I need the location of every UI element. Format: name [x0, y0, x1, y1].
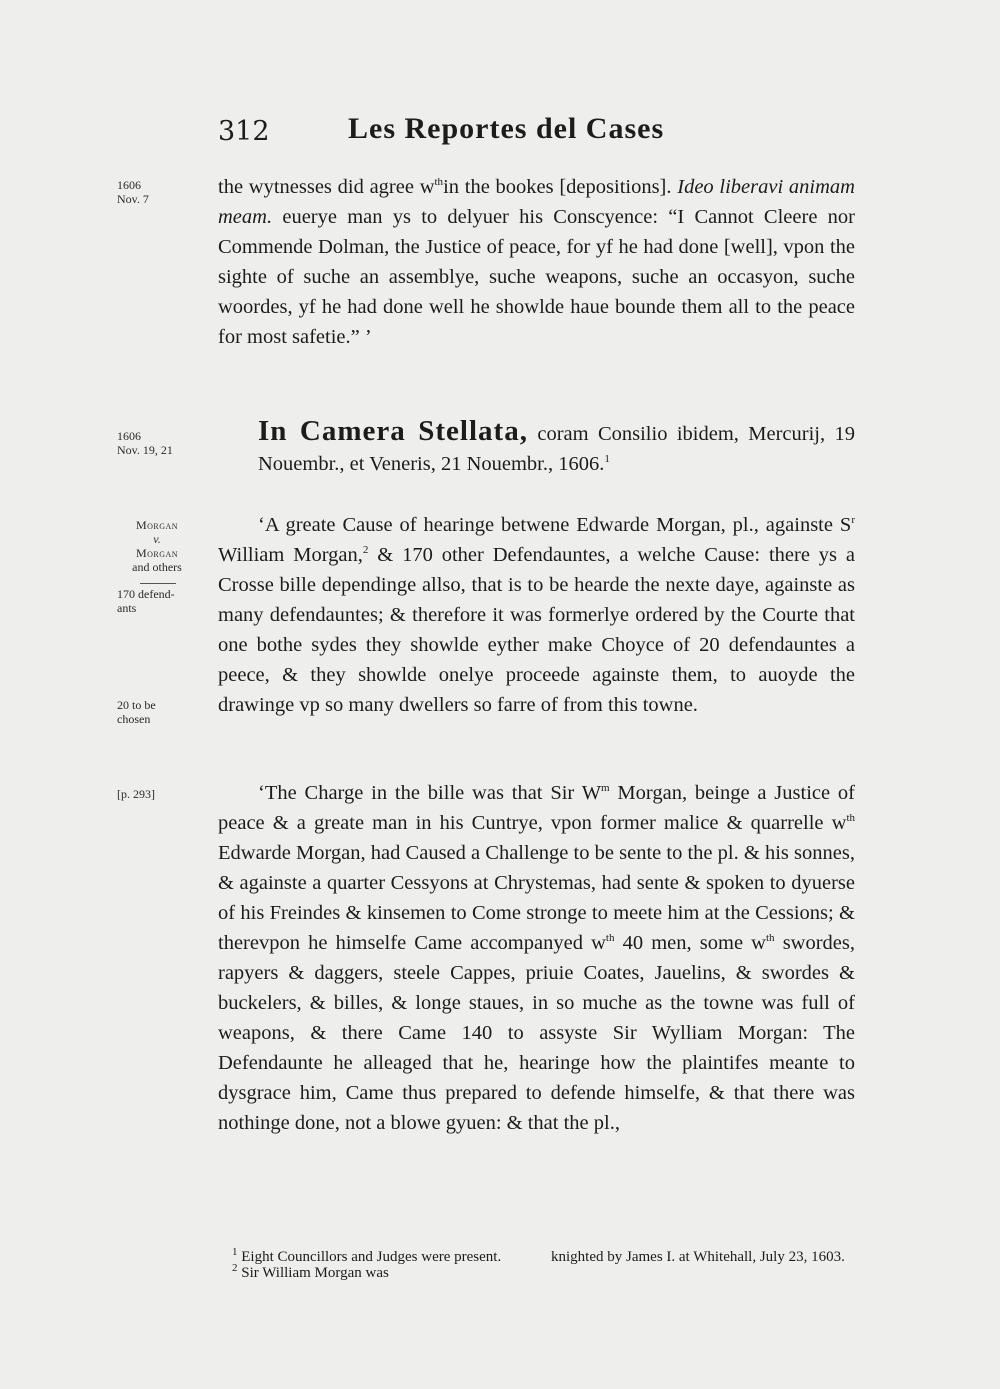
- margin-defendants-line-1: 170 defend-: [117, 587, 175, 601]
- paragraph-3: [218, 778, 855, 1138]
- footnotes-left-column: [218, 1246, 518, 1281]
- footnote-2-mark: 2: [232, 1262, 238, 1274]
- para3-text-d: 40 men, some w: [614, 932, 766, 954]
- para1-text-end: euerye man ys to delyuer his Conscyence: “I Cannot Cleere nor Commende Dolman, the Justice of peace, for yf he had done [well], vpon the sighte of suche an assemblye, suche weapons, suche an occasyon, suche woordes, yf he had done well he showlde haue bounde them all to the peace for most safetie.” ’: [218, 206, 855, 348]
- margin-case-party-2: Morgan: [135, 546, 179, 560]
- para1-italic-latin: Ideo liberavi animam meam.: [218, 176, 855, 228]
- para2-text-b: William Morgan,: [218, 544, 363, 566]
- para1-text-start: the wytnesses did agree w: [218, 176, 435, 198]
- margin-page-ref-text: [p. 293]: [117, 787, 155, 801]
- heading-text: coram Consilio ibidem, Mercurij, 19 Nouembr., et Veneris, 21 Nouembr., 1606.: [258, 423, 856, 475]
- heading-footnote-mark: 1: [604, 453, 610, 466]
- margin-divider: [140, 583, 176, 584]
- footnote-2-text-right: knighted by James I. at Whitehall, July 23, 1603.: [551, 1249, 845, 1265]
- margin-date-1-year: 1606: [117, 178, 141, 192]
- margin-chosen: [117, 698, 207, 726]
- footnote-1-text: Eight Councillors and Judges were present.: [237, 1249, 502, 1265]
- para3-sup-th-2: th: [605, 932, 615, 945]
- margin-date-2-year: 1606: [117, 429, 141, 443]
- margin-case-party-1: Morgan: [135, 518, 179, 532]
- para3-text-b: Morgan, beinge a Justice of peace & a greate man in his Cuntrye, vpon former malice & quarrelle w: [218, 782, 855, 834]
- footnote-2-text-left: Sir William Morgan was: [237, 1265, 389, 1281]
- para1-sup: th: [434, 176, 444, 189]
- margin-date-2: [117, 429, 207, 457]
- para2-footnote-mark: 2: [362, 544, 369, 557]
- para3-sup-th-1: th: [846, 812, 855, 825]
- margin-defendants: [117, 587, 207, 615]
- page-header: [218, 112, 858, 156]
- margin-case-name: [114, 518, 200, 574]
- heading-blackletter: In Camera Stellata,: [258, 415, 528, 447]
- margin-date-1: [117, 178, 207, 206]
- margin-chosen-line-2: chosen: [117, 712, 151, 726]
- margin-date-2-day: Nov. 19, 21: [117, 443, 173, 457]
- footnote-1-mark: 1: [232, 1246, 238, 1258]
- margin-case-others: and others: [132, 560, 182, 574]
- section-heading: [258, 416, 855, 479]
- para3-sup-m: m: [601, 782, 610, 795]
- para1-text-mid: in the bookes [depositions].: [443, 176, 678, 198]
- para3-sup-th-3: th: [766, 932, 775, 945]
- para2-text-a: ‘A greate Cause of hearinge betwene Edwarde Morgan, pl., againste S: [258, 514, 852, 536]
- running-head: Les Reportes del Cases: [348, 112, 665, 145]
- para3-text-e: swordes, rapyers & daggers, steele Cappes, priuie Coates, Jauelins, & swordes & buckelers, & billes, & longe staues, in so muche as the towne was full of weapons, & there Came 140 to assyste Sir Wylliam Morgan: The Defendaunte he alleaged that he, hearinge how the plaintifes meante to dysgrace him, Came thus prepared to defende himselfe, & that there was nothinge done, not a blowe gyuen: & that the pl.,: [218, 932, 856, 1134]
- page-number: 312: [218, 116, 270, 147]
- margin-date-1-day: Nov. 7: [117, 192, 149, 206]
- footnote-1: [218, 1246, 518, 1265]
- para3-text-a: ‘The Charge in the bille was that Sir W: [258, 782, 602, 804]
- para2-sup-r: r: [851, 514, 855, 527]
- paragraph-2: [218, 510, 855, 720]
- footnotes-right-column: [551, 1249, 851, 1265]
- para3-text-c: Edwarde Morgan, had Caused a Challenge to be sente to the pl. & his sonnes, & againste a quarter Cessyons at Chrystemas, had sente & spoken to dyuerse of his Freindes & kinsemen to Come stronge to meete him at the Cessions; & therevpon he himselfe Came accompanyed w: [218, 842, 855, 954]
- margin-chosen-line-1: 20 to be: [117, 698, 156, 712]
- margin-case-v: v.: [153, 532, 161, 546]
- footnote-2-start: [218, 1262, 518, 1281]
- margin-page-ref: [117, 787, 207, 801]
- para2-text-c: & 170 other Defendauntes, a welche Cause: there ys a Crosse bille dependinge allso, that is to be hearde the nexte daye, againste as many defendauntes; & therefore it was formerlye ordered by the Courte that one bothe sydes they showlde eyther make Choyce of 20 defendauntes a peece, & they showlde onelye proceede againste them, to auoyde the drawinge vp so many dwellers so farre of from this towne.: [218, 544, 855, 716]
- margin-defendants-line-2: ants: [117, 601, 137, 615]
- paragraph-1: [218, 172, 855, 352]
